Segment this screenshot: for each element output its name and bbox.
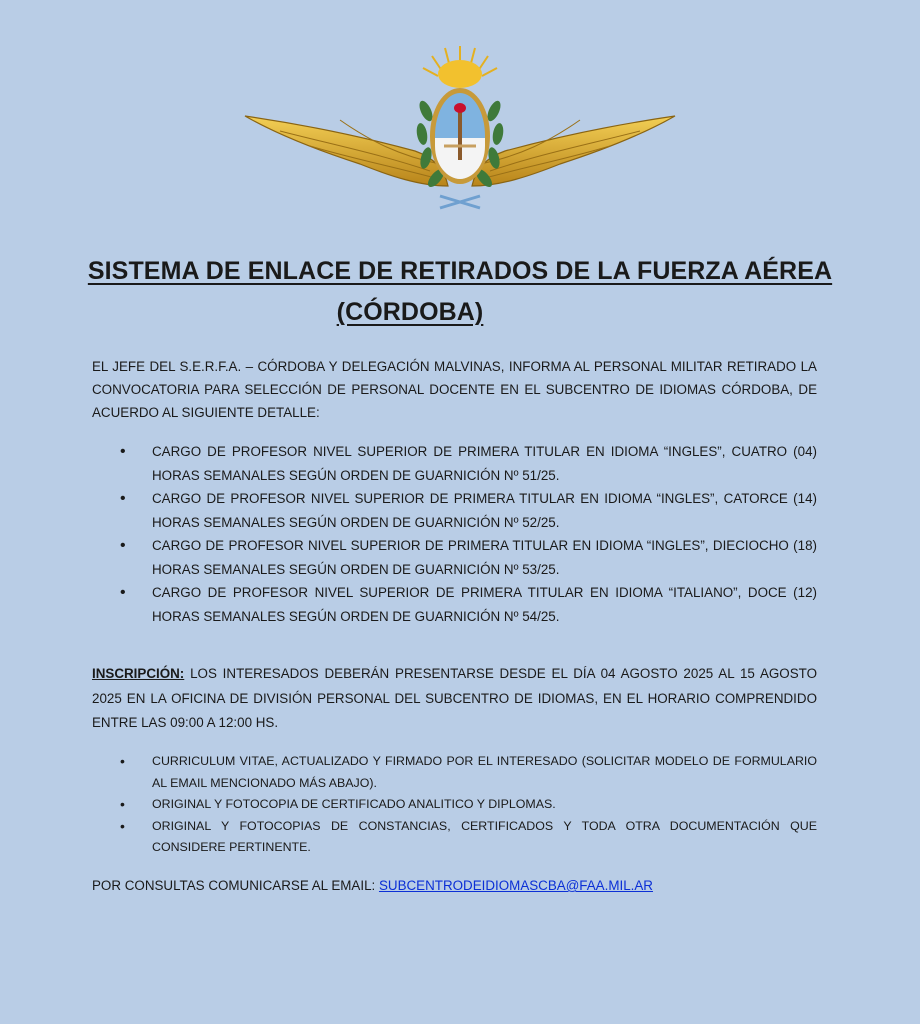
- intro-paragraph: EL JEFE DEL S.E.R.F.A. – CÓRDOBA Y DELEGACIÓN MALVINAS, INFORMA AL PERSONAL MILITAR RETIRADO LA CONVOCATORIA PARA SELECCIÓN DE PERSONAL DOCENTE EN EL SUBCENTRO DE IDIOMAS CÓRDOBA, DE ACUERDO AL SIGUIENTE DETALLE:: [92, 359, 817, 420]
- list-item: • CARGO DE PROFESOR NIVEL SUPERIOR DE PRIMERA TITULAR EN IDIOMA “INGLES”, CATORCE (14) HORAS SEMANALES SEGÚN ORDEN DE GUARNICIÓN Nº 52/25.: [92, 487, 817, 534]
- list-item: • CARGO DE PROFESOR NIVEL SUPERIOR DE PRIMERA TITULAR EN IDIOMA “INGLES”, CUATRO (04) HORAS SEMANALES SEGÚN ORDEN DE GUARNICIÓN Nº 51/25.: [92, 440, 817, 487]
- inscripcion-label: INSCRIPCIÓN:: [92, 666, 185, 681]
- cargos-list: [92, 440, 817, 628]
- air-force-wings-emblem-icon: [240, 36, 680, 216]
- list-item: • ORIGINAL Y FOTOCOPIA DE CERTIFICADO ANALITICO Y DIPLOMAS.: [92, 794, 817, 816]
- list-item: • CURRICULUM VITAE, ACTUALIZADO Y FIRMADO POR EL INTERESADO (SOLICITAR MODELO DE FORMULARIO AL EMAIL MENCIONADO MÁS ABAJO).: [92, 751, 817, 794]
- inscripcion-text: LOS INTERESADOS DEBERÁN PRESENTARSE DESDE EL DÍA 04 AGOSTO 2025 AL 15 AGOSTO 2025 EN LA OFICINA DE DIVISIÓN PERSONAL DEL SUBCENTRO DE IDIOMAS, EN EL HORARIO COMPRENDIDO ENTRE LAS 09:00 A 12:00 HS.: [92, 666, 817, 730]
- inscripcion-paragraph: [92, 662, 817, 736]
- page-subtitle: (CÓRDOBA): [336, 298, 484, 326]
- list-item: • ORIGINAL Y FOTOCOPIAS DE CONSTANCIAS, CERTIFICADOS Y TODA OTRA DOCUMENTACIÓN QUE CONSIDERE PERTINENTE.: [92, 816, 817, 859]
- contact-line: [92, 875, 817, 897]
- list-item: • CARGO DE PROFESOR NIVEL SUPERIOR DE PRIMERA TITULAR EN IDIOMA “ITALIANO”, DOCE (12) HORAS SEMANALES SEGÚN ORDEN DE GUARNICIÓN Nº 54/25.: [92, 581, 817, 628]
- shield-icon: [430, 88, 490, 184]
- email-link[interactable]: SUBCENTRODEIDIOMASCBA@FAA.MIL.AR: [378, 878, 653, 893]
- sun-icon: [423, 46, 497, 88]
- list-item: • CARGO DE PROFESOR NIVEL SUPERIOR DE PRIMERA TITULAR EN IDIOMA “INGLES”, DIECIOCHO (18) HORAS SEMANALES SEGÚN ORDEN DE GUARNICIÓN Nº 53/25.: [92, 534, 817, 581]
- contact-text: POR CONSULTAS COMUNICARSE AL EMAIL:: [92, 878, 379, 893]
- requisitos-list: [92, 751, 817, 859]
- page-title: SISTEMA DE ENLACE DE RETIRADOS DE LA FUERZA AÉREA: [87, 257, 833, 285]
